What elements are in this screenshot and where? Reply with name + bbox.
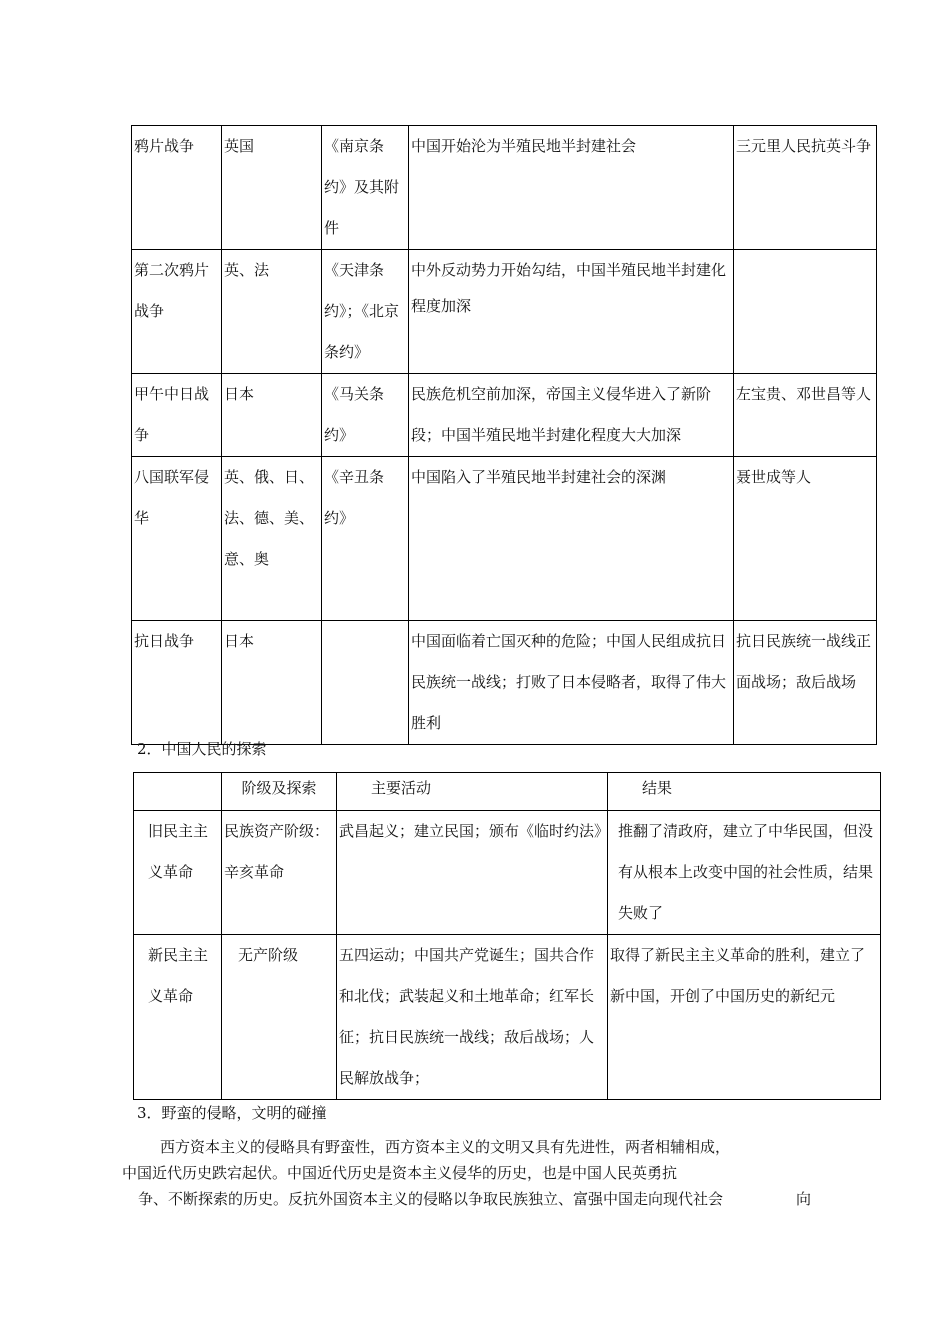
treaty: 《辛丑条约》 [322,457,409,621]
invader: 日本 [222,621,322,745]
resistance: 左宝贵、邓世昌等人 [734,374,877,457]
table-row [132,126,877,250]
invader: 英、俄、日、法、德、美、意、奥 [222,457,322,621]
paragraph-line: 争、不断探索的历史。反抗外国资本主义的侵略以争取民族独立、富强中国走向现代社会 [138,1190,724,1208]
invader: 日本 [222,374,322,457]
treaty [322,621,409,745]
header-cell: 阶级及探索 [222,773,337,811]
result: 取得了新民主主义革命的胜利，建立了新中国，开创了中国历史的新纪元 [608,935,881,1100]
paragraph-line: 中国近代历史跌宕起伏。中国近代历史是资本主义侵华的历史，也是中国人民英勇抗 [122,1164,678,1182]
treaty: 《马关条约》 [322,374,409,457]
table-row [132,250,877,374]
table-row [132,457,877,621]
impact: 中外反动势力开始勾结，中国半殖民地半封建化程度加深 [409,250,734,374]
result: 推翻了清政府，建立了中华民国，但没有从根本上改变中国的社会性质，结果失败了 [608,811,881,935]
war-name: 甲午中日战争 [132,374,222,457]
table-row [134,811,881,935]
section-title: 2．中国人民的探索 [137,740,267,758]
table-row [132,374,877,457]
impact: 中国面临着亡国灭种的危险；中国人民组成抗日民族统一战线；打败了日本侵略者，取得了伟大胜利 [409,621,734,745]
resistance: 三元里人民抗英斗争 [734,126,877,250]
main-activity: 五四运动；中国共产党诞生；国共合作和北伐；武装起义和土地革命；红军长征；抗日民族统一战线；敌后战场；人民解放战争； [337,935,608,1100]
table-header-row [134,773,881,811]
header-cell: 结果 [608,773,881,811]
section-title: 3．野蛮的侵略，文明的碰撞 [137,1104,327,1122]
impact: 中国陷入了半殖民地半封建社会的深渊 [409,457,734,621]
paragraph-line-tail: 向 [796,1190,812,1208]
revolution-type: 新民主主义革命 [134,935,222,1100]
main-activity: 武昌起义；建立民国；颁布《临时约法》 [337,811,608,935]
invader: 英国 [222,126,322,250]
resistance: 聂世成等人 [734,457,877,621]
war-name: 第二次鸦片战争 [132,250,222,374]
impact: 中国开始沦为半殖民地半封建社会 [409,126,734,250]
class-exploration: 民族资产阶级： 辛亥革命 [222,811,337,935]
table-row [132,621,877,745]
war-name: 抗日战争 [132,621,222,745]
invader: 英、法 [222,250,322,374]
table-row [134,935,881,1100]
treaty: 《天津条约》；《北京条约》 [322,250,409,374]
class-exploration: 无产阶级 [222,935,337,1100]
exploration-table [133,772,881,1100]
war-name: 鸦片战争 [132,126,222,250]
resistance [734,250,877,374]
header-cell: 主要活动 [337,773,608,811]
wars-table [131,125,877,745]
header-cell [134,773,222,811]
paragraph-line: 西方资本主义的侵略具有野蛮性，西方资本主义的文明又具有先进性，两者相辅相成， [160,1138,731,1156]
war-name: 八国联军侵华 [132,457,222,621]
resistance: 抗日民族统一战线正面战场；敌后战场 [734,621,877,745]
treaty: 《南京条约》及其附件 [322,126,409,250]
revolution-type: 旧民主主义革命 [134,811,222,935]
impact: 民族危机空前加深，帝国主义侵华进入了新阶段；中国半殖民地半封建化程度大大加深 [409,374,734,457]
